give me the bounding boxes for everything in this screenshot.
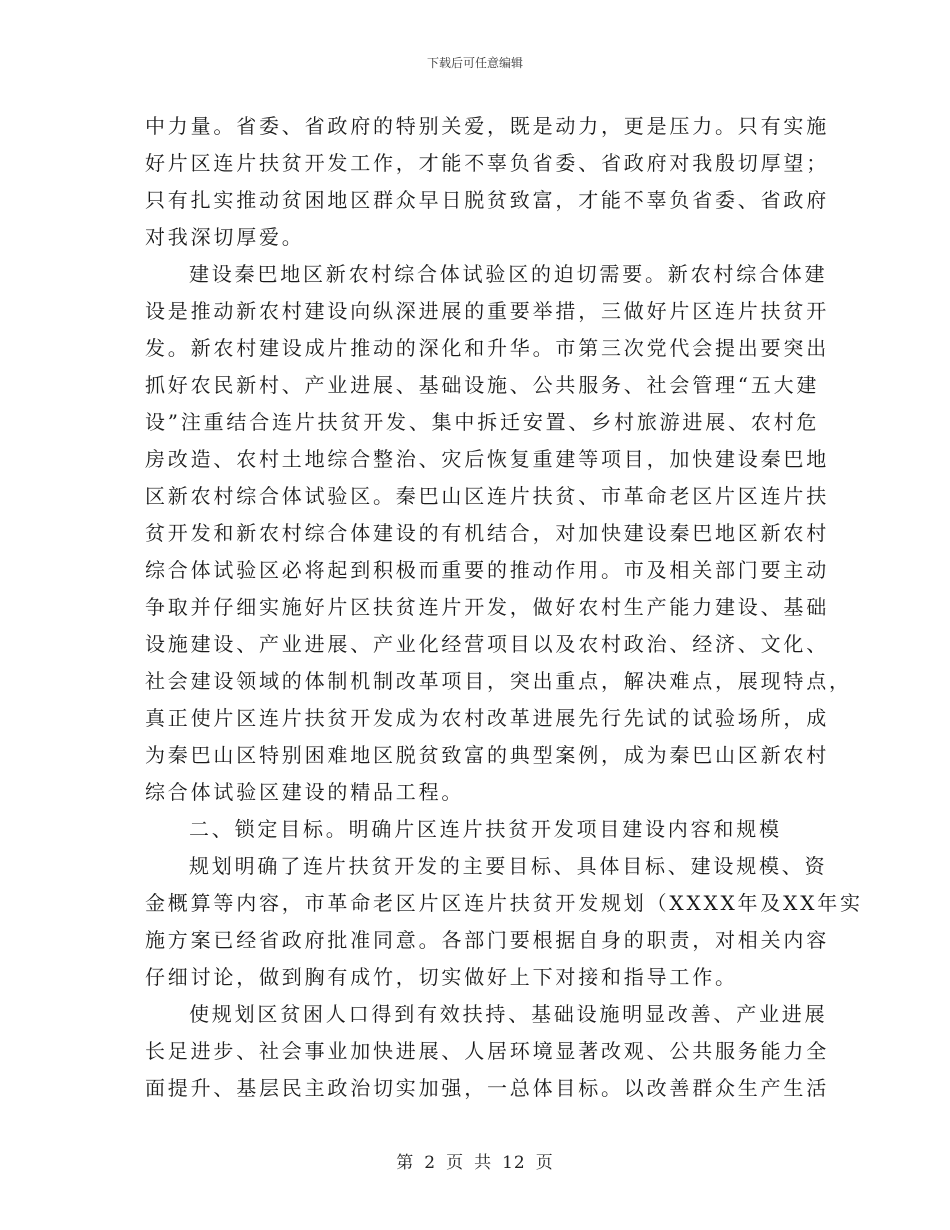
text-line: 房改造、农村土地综合整治、灾后恢复重建等项目，加快建设秦巴地 <box>145 447 829 471</box>
text-line: 只有扎实推动贫困地区群众早日脱贫致富，才能不辜负省委、省政府 <box>145 188 829 212</box>
text-line: 使规划区贫困人口得到有效扶持、基础设施明显改善、产业进展 <box>189 1002 828 1026</box>
text-line: 社会建设领域的体制机制改革项目，突出重点，解决难点，展现特点， <box>145 669 852 693</box>
text-line: 建设秦巴地区新农村综合体试验区的迫切需要。新农村综合体建 <box>189 262 828 286</box>
text-line: 金概算等内容，市革命老区片区连片扶贫开发规划（XXXX年及XX年实 <box>145 891 863 915</box>
text-line: 争取并仔细实施好片区扶贫连片开发，做好农村生产能力建设、基础 <box>145 595 829 619</box>
text-line: 抓好农民新村、产业进展、基础设施、公共服务、社会管理“五大建 <box>145 373 820 397</box>
text-line: 中力量。省委、省政府的特别关爱，既是动力，更是压力。只有实施 <box>145 114 829 138</box>
footer-suffix: 页 <box>535 1153 554 1173</box>
footer-current-page: 2 <box>424 1153 437 1173</box>
text-line: 综合体试验区建设的精品工程。 <box>145 780 465 804</box>
text-line: 好片区连片扶贫开发工作，才能不辜负省委、省政府对我殷切厚望； <box>145 151 829 175</box>
footer-total-pages: 12 <box>502 1153 526 1173</box>
text-line: 综合体试验区必将起到积极而重要的推动作用。市及相关部门要主动 <box>145 558 829 582</box>
text-line: 设施建设、产业进展、产业化经营项目以及农村政治、经济、文化、 <box>145 632 829 656</box>
footer-page-word: 页 <box>446 1153 465 1173</box>
text-line: 发。新农村建设成片推动的深化和升华。市第三次党代会提出要突出 <box>145 336 829 360</box>
text-line: 贫开发和新农村综合体建设的有机结合，对加快建设秦巴地区新农村 <box>145 521 829 545</box>
footer-total-label: 共 <box>474 1153 493 1173</box>
page-header: 下载后可任意编辑 <box>426 56 523 70</box>
text-line: 真正使片区连片扶贫开发成为农村改革进展先行先试的试验场所，成 <box>145 706 829 730</box>
text-line: 面提升、基层民主政治切实加强，一总体目标。以改善群众生产生活 <box>145 1076 829 1100</box>
page-footer <box>0 1148 950 1173</box>
text-line: 规划明确了连片扶贫开发的主要目标、具体目标、建设规模、资 <box>189 854 828 878</box>
text-line: 二、锁定目标。明确片区连片扶贫开发项目建设内容和规模 <box>189 817 782 841</box>
text-line: 区新农村综合体试验区。秦巴山区连片扶贫、市革命老区片区连片扶 <box>145 484 829 508</box>
document-body <box>145 108 863 1107</box>
text-line: 施方案已经省政府批准同意。各部门要根据自身的职责，对相关内容 <box>145 928 829 952</box>
text-line: 长足进步、社会事业加快进展、人居环境显著改观、公共服务能力全 <box>145 1039 829 1063</box>
footer-prefix: 第 <box>396 1153 415 1173</box>
text-line: 仔细讨论，做到胸有成竹，切实做好上下对接和指导工作。 <box>145 965 738 989</box>
text-line: 设是推动新农村建设向纵深进展的重要举措，三做好片区连片扶贫开 <box>145 299 829 323</box>
text-line: 对我深切厚爱。 <box>145 225 305 249</box>
text-line: 设”注重结合连片扶贫开发、集中拆迁安置、乡村旅游进展、农村危 <box>145 410 820 434</box>
text-line: 为秦巴山区特别困难地区脱贫致富的典型案例，成为秦巴山区新农村 <box>145 743 829 767</box>
